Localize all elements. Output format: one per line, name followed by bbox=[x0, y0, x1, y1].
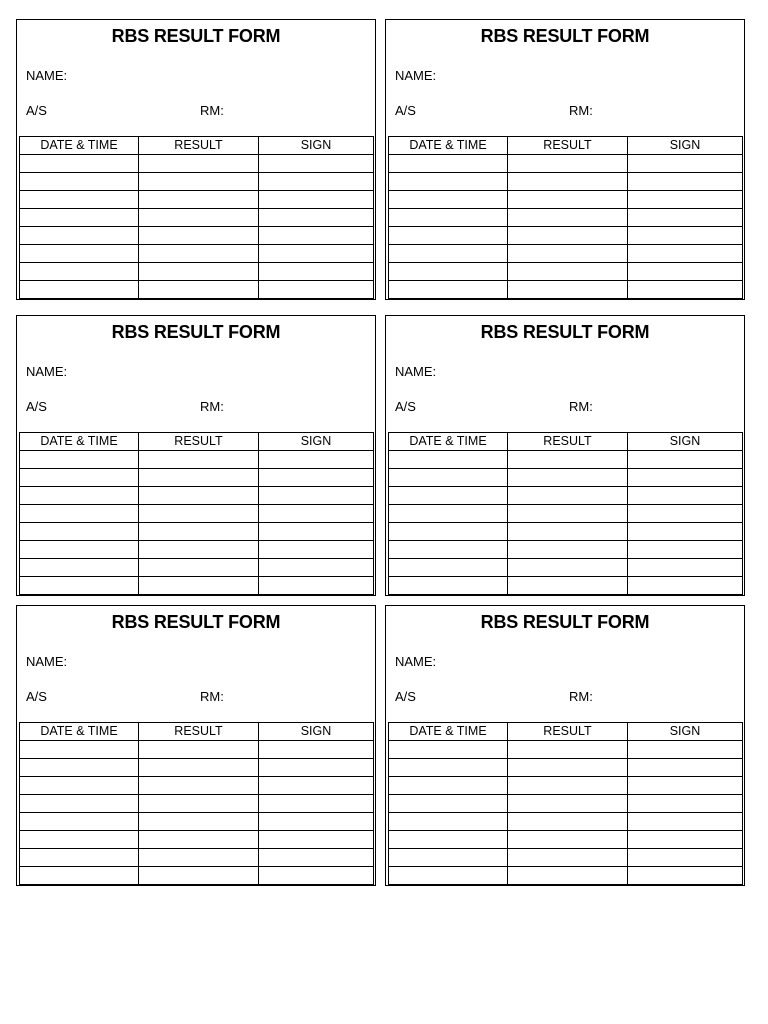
column-header-result: RESULT bbox=[508, 137, 628, 155]
result-cell bbox=[139, 173, 259, 191]
rm-label: RM: bbox=[200, 103, 224, 118]
date-time-cell bbox=[389, 523, 508, 541]
result-cell bbox=[139, 487, 259, 505]
result-log-table bbox=[388, 432, 743, 595]
form-title: RBS RESULT FORM bbox=[480, 612, 650, 632]
result-cell bbox=[139, 541, 259, 559]
table-header-row bbox=[389, 723, 743, 741]
date-time-cell bbox=[389, 209, 508, 227]
date-time-cell bbox=[20, 849, 139, 867]
rbs-result-form bbox=[16, 315, 376, 596]
date-time-cell bbox=[20, 451, 139, 469]
rm-label: RM: bbox=[569, 399, 593, 414]
table-row bbox=[389, 245, 743, 263]
sign-cell bbox=[259, 191, 374, 209]
form-title: RBS RESULT FORM bbox=[111, 322, 281, 342]
sign-cell bbox=[628, 487, 743, 505]
sign-cell bbox=[628, 813, 743, 831]
rbs-result-form bbox=[16, 605, 376, 886]
column-header-date-time: DATE & TIME bbox=[20, 433, 139, 451]
table-row bbox=[20, 281, 374, 299]
sign-cell bbox=[628, 173, 743, 191]
result-cell bbox=[139, 849, 259, 867]
table-row bbox=[389, 173, 743, 191]
table-row bbox=[389, 867, 743, 885]
result-log-table bbox=[19, 432, 374, 595]
result-cell bbox=[508, 245, 628, 263]
table-row bbox=[389, 505, 743, 523]
table-row bbox=[389, 849, 743, 867]
sign-cell bbox=[628, 469, 743, 487]
column-header-result: RESULT bbox=[508, 433, 628, 451]
date-time-cell bbox=[20, 777, 139, 795]
rm-label: RM: bbox=[569, 689, 593, 704]
table-header-row bbox=[20, 723, 374, 741]
sign-cell bbox=[259, 173, 374, 191]
date-time-cell bbox=[389, 813, 508, 831]
table-row bbox=[389, 191, 743, 209]
column-header-date-time: DATE & TIME bbox=[389, 137, 508, 155]
result-log-table bbox=[19, 136, 374, 299]
table-row bbox=[389, 831, 743, 849]
sign-cell bbox=[259, 263, 374, 281]
sign-cell bbox=[259, 245, 374, 263]
result-cell bbox=[139, 777, 259, 795]
date-time-cell bbox=[389, 505, 508, 523]
date-time-cell bbox=[20, 227, 139, 245]
date-time-cell bbox=[389, 759, 508, 777]
column-header-result: RESULT bbox=[139, 723, 259, 741]
table-row bbox=[389, 209, 743, 227]
date-time-cell bbox=[389, 173, 508, 191]
form-title: RBS RESULT FORM bbox=[111, 612, 281, 632]
result-cell bbox=[508, 577, 628, 595]
sign-cell bbox=[259, 469, 374, 487]
as-label: A/S bbox=[395, 689, 416, 704]
date-time-cell bbox=[389, 245, 508, 263]
sign-cell bbox=[628, 559, 743, 577]
result-cell bbox=[508, 795, 628, 813]
result-cell bbox=[139, 505, 259, 523]
result-cell bbox=[139, 451, 259, 469]
sign-cell bbox=[259, 281, 374, 299]
table-row bbox=[389, 795, 743, 813]
table-row bbox=[20, 191, 374, 209]
table-row bbox=[20, 759, 374, 777]
sign-cell bbox=[628, 191, 743, 209]
date-time-cell bbox=[20, 741, 139, 759]
table-row bbox=[20, 849, 374, 867]
date-time-cell bbox=[20, 191, 139, 209]
date-time-cell bbox=[20, 487, 139, 505]
sign-cell bbox=[628, 505, 743, 523]
result-cell bbox=[508, 541, 628, 559]
result-cell bbox=[508, 173, 628, 191]
column-header-sign: SIGN bbox=[628, 723, 743, 741]
sign-cell bbox=[259, 777, 374, 795]
as-label: A/S bbox=[26, 689, 47, 704]
sign-cell bbox=[628, 281, 743, 299]
table-header-row bbox=[389, 433, 743, 451]
table-row bbox=[389, 577, 743, 595]
table-row bbox=[20, 741, 374, 759]
table-row bbox=[20, 523, 374, 541]
date-time-cell bbox=[389, 191, 508, 209]
rm-label: RM: bbox=[200, 689, 224, 704]
table-row bbox=[20, 867, 374, 885]
table-row bbox=[389, 559, 743, 577]
form-title: RBS RESULT FORM bbox=[111, 26, 281, 46]
table-row bbox=[389, 487, 743, 505]
result-cell bbox=[139, 741, 259, 759]
date-time-cell bbox=[389, 849, 508, 867]
result-cell bbox=[139, 577, 259, 595]
result-cell bbox=[139, 831, 259, 849]
column-header-date-time: DATE & TIME bbox=[389, 433, 508, 451]
rbs-result-form bbox=[16, 19, 376, 300]
result-cell bbox=[139, 523, 259, 541]
date-time-cell bbox=[389, 155, 508, 173]
sign-cell bbox=[259, 795, 374, 813]
sign-cell bbox=[259, 523, 374, 541]
table-row bbox=[20, 777, 374, 795]
result-log-table bbox=[388, 136, 743, 299]
form-title: RBS RESULT FORM bbox=[480, 26, 650, 46]
column-header-date-time: DATE & TIME bbox=[389, 723, 508, 741]
rm-label: RM: bbox=[569, 103, 593, 118]
sign-cell bbox=[628, 523, 743, 541]
table-row bbox=[20, 451, 374, 469]
result-cell bbox=[139, 559, 259, 577]
sign-cell bbox=[628, 795, 743, 813]
sign-cell bbox=[259, 227, 374, 245]
sign-cell bbox=[259, 505, 374, 523]
table-row bbox=[389, 281, 743, 299]
sign-cell bbox=[259, 741, 374, 759]
table-row bbox=[389, 469, 743, 487]
as-label: A/S bbox=[26, 399, 47, 414]
result-cell bbox=[508, 849, 628, 867]
name-label: NAME: bbox=[26, 654, 68, 669]
date-time-cell bbox=[20, 173, 139, 191]
table-row bbox=[20, 505, 374, 523]
result-cell bbox=[139, 263, 259, 281]
result-cell bbox=[508, 759, 628, 777]
table-row bbox=[389, 523, 743, 541]
date-time-cell bbox=[389, 541, 508, 559]
sign-cell bbox=[628, 849, 743, 867]
date-time-cell bbox=[20, 831, 139, 849]
name-label: NAME: bbox=[26, 68, 68, 83]
rbs-result-form bbox=[385, 605, 745, 886]
result-cell bbox=[508, 559, 628, 577]
result-cell bbox=[508, 263, 628, 281]
sign-cell bbox=[259, 577, 374, 595]
table-header-row bbox=[20, 433, 374, 451]
name-label: NAME: bbox=[395, 68, 437, 83]
sign-cell bbox=[259, 541, 374, 559]
table-row bbox=[389, 227, 743, 245]
result-cell bbox=[508, 813, 628, 831]
date-time-cell bbox=[20, 759, 139, 777]
date-time-cell bbox=[389, 741, 508, 759]
sign-cell bbox=[628, 209, 743, 227]
table-row bbox=[20, 487, 374, 505]
result-cell bbox=[139, 867, 259, 885]
result-cell bbox=[139, 227, 259, 245]
date-time-cell bbox=[20, 505, 139, 523]
table-row bbox=[389, 541, 743, 559]
result-cell bbox=[139, 281, 259, 299]
result-cell bbox=[139, 209, 259, 227]
date-time-cell bbox=[20, 155, 139, 173]
result-cell bbox=[508, 451, 628, 469]
date-time-cell bbox=[20, 209, 139, 227]
date-time-cell bbox=[389, 867, 508, 885]
result-cell bbox=[139, 813, 259, 831]
result-log-table bbox=[19, 722, 374, 885]
table-row bbox=[20, 469, 374, 487]
sign-cell bbox=[628, 155, 743, 173]
as-label: A/S bbox=[395, 103, 416, 118]
sign-cell bbox=[628, 451, 743, 469]
table-row bbox=[20, 245, 374, 263]
table-row bbox=[20, 541, 374, 559]
sign-cell bbox=[628, 263, 743, 281]
sign-cell bbox=[259, 849, 374, 867]
sign-cell bbox=[628, 577, 743, 595]
date-time-cell bbox=[20, 523, 139, 541]
date-time-cell bbox=[20, 281, 139, 299]
column-header-sign: SIGN bbox=[628, 137, 743, 155]
date-time-cell bbox=[389, 577, 508, 595]
sign-cell bbox=[259, 209, 374, 227]
result-log-table bbox=[388, 722, 743, 885]
table-row bbox=[20, 577, 374, 595]
column-header-sign: SIGN bbox=[259, 433, 374, 451]
table-row bbox=[20, 227, 374, 245]
result-cell bbox=[139, 759, 259, 777]
sign-cell bbox=[259, 451, 374, 469]
table-row bbox=[20, 209, 374, 227]
date-time-cell bbox=[389, 469, 508, 487]
sign-cell bbox=[628, 759, 743, 777]
sign-cell bbox=[259, 155, 374, 173]
as-label: A/S bbox=[395, 399, 416, 414]
result-cell bbox=[139, 469, 259, 487]
sign-cell bbox=[628, 245, 743, 263]
result-cell bbox=[508, 469, 628, 487]
result-cell bbox=[508, 209, 628, 227]
table-row bbox=[20, 813, 374, 831]
column-header-result: RESULT bbox=[139, 137, 259, 155]
column-header-sign: SIGN bbox=[259, 137, 374, 155]
result-cell bbox=[139, 245, 259, 263]
sign-cell bbox=[628, 867, 743, 885]
as-label: A/S bbox=[26, 103, 47, 118]
sign-cell bbox=[259, 759, 374, 777]
table-row bbox=[389, 741, 743, 759]
date-time-cell bbox=[20, 469, 139, 487]
date-time-cell bbox=[389, 263, 508, 281]
column-header-date-time: DATE & TIME bbox=[20, 723, 139, 741]
table-row bbox=[389, 451, 743, 469]
table-row bbox=[20, 263, 374, 281]
table-row bbox=[389, 759, 743, 777]
result-cell bbox=[508, 281, 628, 299]
table-row bbox=[20, 155, 374, 173]
date-time-cell bbox=[20, 813, 139, 831]
result-cell bbox=[508, 741, 628, 759]
date-time-cell bbox=[20, 577, 139, 595]
sign-cell bbox=[628, 741, 743, 759]
rbs-result-form bbox=[385, 19, 745, 300]
table-row bbox=[389, 777, 743, 795]
sign-cell bbox=[628, 777, 743, 795]
result-cell bbox=[508, 523, 628, 541]
sign-cell bbox=[259, 559, 374, 577]
result-cell bbox=[508, 191, 628, 209]
date-time-cell bbox=[20, 867, 139, 885]
name-label: NAME: bbox=[395, 654, 437, 669]
date-time-cell bbox=[389, 795, 508, 813]
date-time-cell bbox=[389, 281, 508, 299]
date-time-cell bbox=[389, 487, 508, 505]
date-time-cell bbox=[389, 227, 508, 245]
result-cell bbox=[508, 505, 628, 523]
date-time-cell bbox=[389, 777, 508, 795]
date-time-cell bbox=[389, 451, 508, 469]
result-cell bbox=[139, 191, 259, 209]
result-cell bbox=[508, 867, 628, 885]
sign-cell bbox=[259, 867, 374, 885]
column-header-result: RESULT bbox=[508, 723, 628, 741]
result-cell bbox=[508, 831, 628, 849]
date-time-cell bbox=[20, 263, 139, 281]
table-header-row bbox=[20, 137, 374, 155]
form-title: RBS RESULT FORM bbox=[480, 322, 650, 342]
table-row bbox=[20, 173, 374, 191]
result-cell bbox=[508, 487, 628, 505]
sign-cell bbox=[259, 831, 374, 849]
rbs-result-form bbox=[385, 315, 745, 596]
result-cell bbox=[139, 795, 259, 813]
table-header-row bbox=[389, 137, 743, 155]
date-time-cell bbox=[20, 795, 139, 813]
column-header-sign: SIGN bbox=[628, 433, 743, 451]
table-row bbox=[20, 795, 374, 813]
column-header-sign: SIGN bbox=[259, 723, 374, 741]
table-row bbox=[20, 831, 374, 849]
date-time-cell bbox=[20, 541, 139, 559]
sign-cell bbox=[259, 487, 374, 505]
table-row bbox=[389, 813, 743, 831]
name-label: NAME: bbox=[395, 364, 437, 379]
date-time-cell bbox=[20, 245, 139, 263]
name-label: NAME: bbox=[26, 364, 68, 379]
result-cell bbox=[508, 227, 628, 245]
rm-label: RM: bbox=[200, 399, 224, 414]
sign-cell bbox=[628, 541, 743, 559]
sign-cell bbox=[628, 227, 743, 245]
sign-cell bbox=[628, 831, 743, 849]
column-header-date-time: DATE & TIME bbox=[20, 137, 139, 155]
table-row bbox=[20, 559, 374, 577]
result-cell bbox=[508, 777, 628, 795]
date-time-cell bbox=[20, 559, 139, 577]
sign-cell bbox=[259, 813, 374, 831]
column-header-result: RESULT bbox=[139, 433, 259, 451]
table-row bbox=[389, 155, 743, 173]
result-cell bbox=[508, 155, 628, 173]
date-time-cell bbox=[389, 831, 508, 849]
date-time-cell bbox=[389, 559, 508, 577]
result-cell bbox=[139, 155, 259, 173]
table-row bbox=[389, 263, 743, 281]
